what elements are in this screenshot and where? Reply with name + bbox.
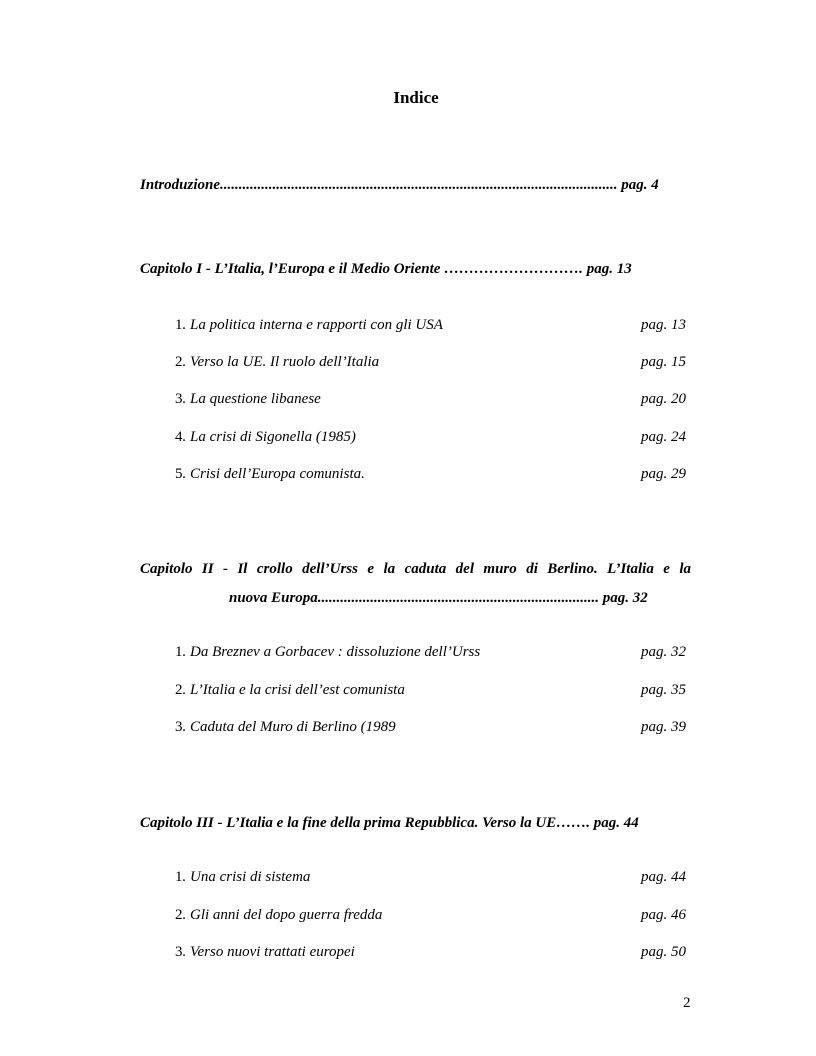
section-number: 2 bbox=[175, 907, 183, 923]
section-page: pag. 29 bbox=[641, 466, 686, 482]
section-label: . Crisi dell’Europa comunista. bbox=[182, 466, 365, 482]
section-page: pag. 20 bbox=[641, 391, 686, 407]
section-label: . Verso la UE. Il ruolo dell’Italia bbox=[182, 354, 380, 370]
section-page: pag. 24 bbox=[641, 429, 686, 445]
toc-entry-chapter-3 bbox=[140, 815, 690, 832]
section-page: pag. 15 bbox=[641, 354, 686, 370]
section-page: pag. 39 bbox=[641, 719, 686, 735]
section-page: pag. 32 bbox=[641, 644, 686, 660]
section-number: 2 bbox=[175, 354, 183, 370]
page-title: Indice bbox=[393, 88, 439, 107]
toc-entry-label: Introduzione bbox=[140, 177, 221, 193]
section-number: 3 bbox=[175, 719, 183, 735]
section-number: 5 bbox=[175, 466, 183, 482]
section-label: . Gli anni del dopo guerra fredda bbox=[182, 907, 383, 923]
toc-entry-page: pag. 4 bbox=[621, 177, 659, 193]
toc-entry-page: pag. 44 bbox=[593, 815, 639, 831]
page-number: 2 bbox=[683, 995, 691, 1011]
section-label: . Verso nuovi trattati europei bbox=[182, 944, 355, 960]
section-label: . L’Italia e la crisi dell’est comunista bbox=[182, 682, 405, 698]
toc-section bbox=[175, 466, 691, 483]
section-label: . Una crisi di sistema bbox=[182, 869, 311, 885]
toc-section bbox=[175, 944, 691, 961]
toc-entry-page: pag. 13 bbox=[586, 261, 632, 277]
section-number: 3 bbox=[175, 944, 183, 960]
section-label: . La politica interna e rapporti con gli USA bbox=[182, 317, 443, 333]
section-number: 1 bbox=[175, 869, 183, 885]
toc-section bbox=[175, 907, 691, 924]
toc-entry-chapter-1 bbox=[140, 261, 690, 278]
section-number: 1 bbox=[175, 644, 183, 660]
toc-section bbox=[175, 682, 691, 699]
toc-section bbox=[175, 719, 691, 736]
section-label: . La questione libanese bbox=[182, 391, 321, 407]
section-page: pag. 13 bbox=[641, 317, 686, 333]
toc-entry-label: Capitolo III - L’Italia e la fine della prima Repubblica. Verso la UE……. bbox=[140, 815, 591, 831]
toc-entry-label: nuova Europa bbox=[229, 590, 318, 606]
toc-entry-label: Capitolo I - L’Italia, l’Europa e il Medio Oriente ………………………. bbox=[140, 261, 583, 277]
toc-leader: ........................................................................... bbox=[317, 590, 600, 606]
toc-section bbox=[175, 644, 691, 661]
toc-section bbox=[175, 354, 691, 371]
toc-entry-page: pag. 32 bbox=[602, 590, 648, 606]
section-page: pag. 44 bbox=[641, 869, 686, 885]
section-label: . Caduta del Muro di Berlino (1989 bbox=[182, 719, 396, 735]
toc-entry-chapter-2-line-1: Capitolo II - Il crollo dell’Urss e la caduta del muro di Berlino. L’Italia e la bbox=[140, 561, 691, 577]
section-page: pag. 35 bbox=[641, 682, 686, 698]
section-number: 1 bbox=[175, 317, 183, 333]
section-page: pag. 50 bbox=[641, 944, 686, 960]
toc-section bbox=[175, 391, 691, 408]
section-page: pag. 46 bbox=[641, 907, 686, 923]
section-label: . Da Breznev a Gorbacev : dissoluzione dell’Urss bbox=[182, 644, 481, 660]
section-number: 3 bbox=[175, 391, 183, 407]
toc-section bbox=[175, 317, 691, 334]
toc-entry-introduzione bbox=[140, 177, 690, 194]
toc-section bbox=[175, 429, 691, 446]
section-number: 4 bbox=[175, 429, 183, 445]
section-label: . La crisi di Sigonella (1985) bbox=[182, 429, 356, 445]
toc-leader: .......................................................................................................... bbox=[220, 177, 618, 193]
toc-section bbox=[175, 869, 691, 886]
section-number: 2 bbox=[175, 682, 183, 698]
toc-entry-chapter-2-line-2 bbox=[229, 590, 689, 607]
